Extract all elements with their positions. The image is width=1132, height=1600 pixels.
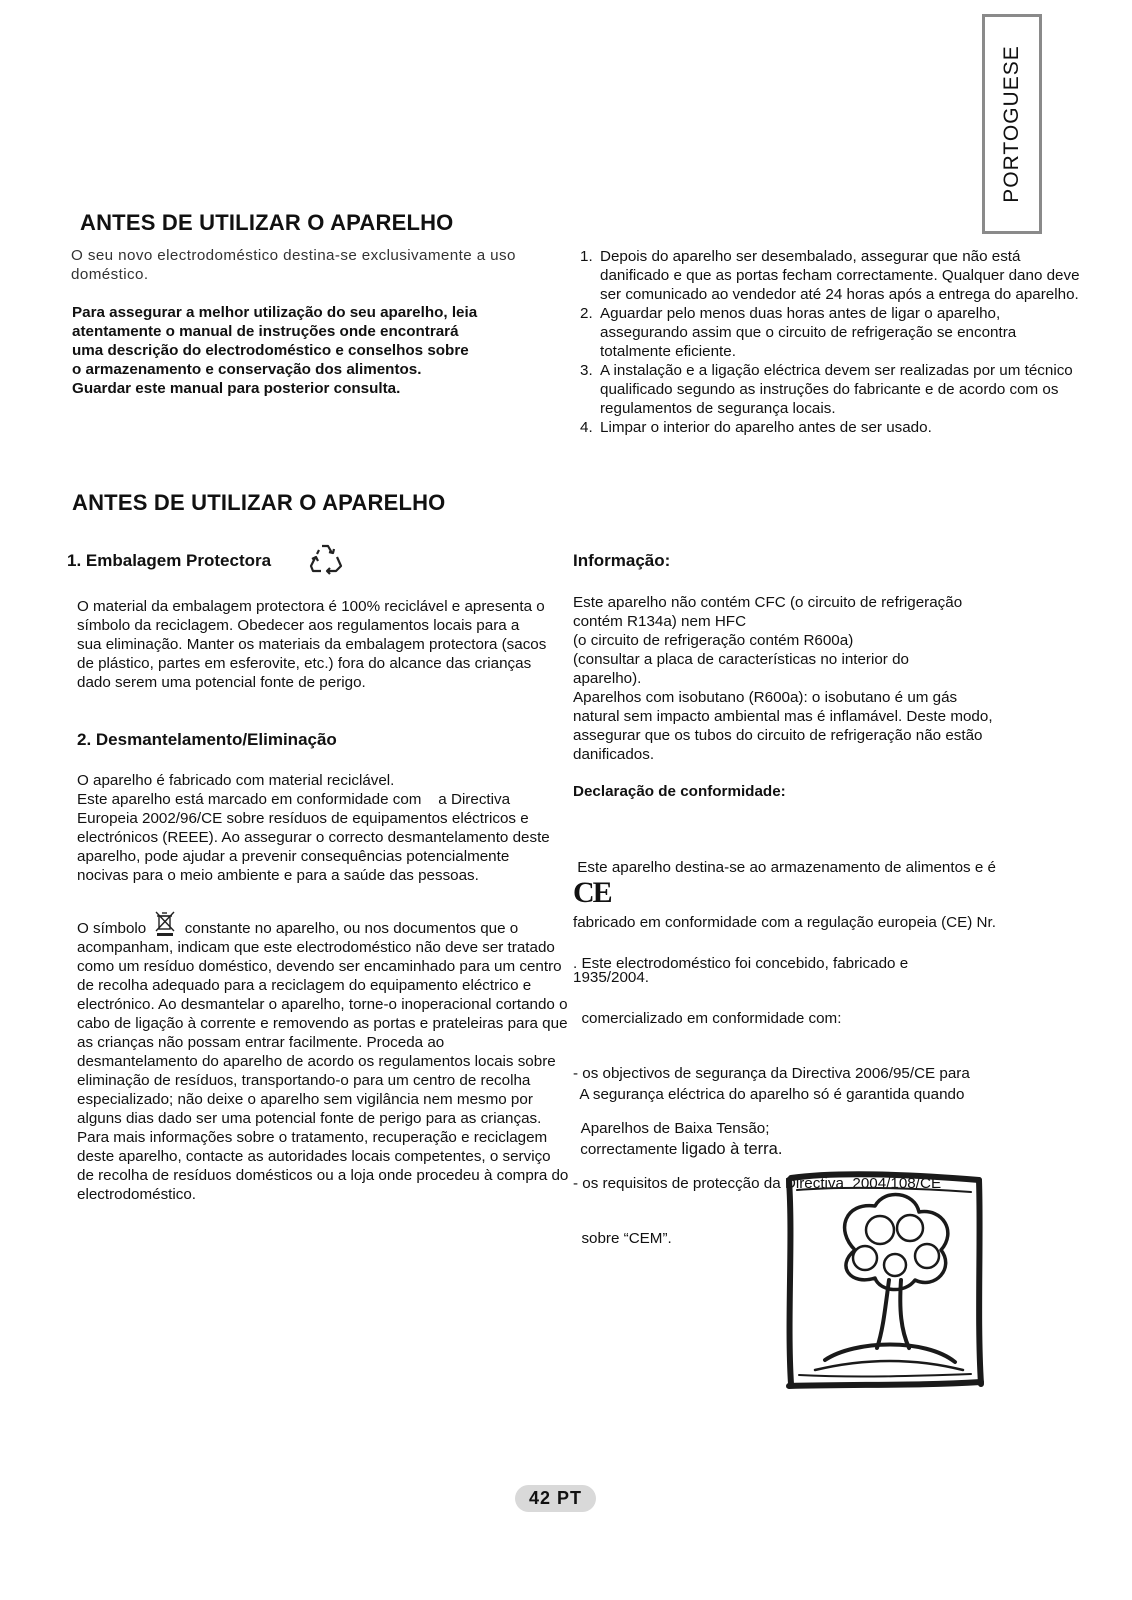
section1-intro: O seu novo electrodoméstico destina-se exclusivamente a uso doméstico.: [71, 247, 516, 283]
desmantelamento-text3: [77, 919, 569, 1204]
list-item: 1. Depois do aparelho ser desembalado, assegurar que não está danificado e que as portas fecham correctamente. Qualquer dano deve ser comunicado ao vendedor até 24 horas após a entrega do aparelho.: [580, 248, 1080, 303]
bold-line: o armazenamento e conservação dos alimentos.: [72, 361, 422, 378]
section1-title: ANTES DE UTILIZAR O APARELHO: [80, 210, 454, 235]
language-tab: [982, 14, 1042, 234]
bold-line: Para assegurar a melhor utilização do seu aparelho, leia: [72, 304, 478, 321]
text3-post: constante no aparelho, ou nos documentos que o acompanham, indicam que este electrodoméstico não deve ser tratado como um resíduo doméstico, devendo ser encaminhado para um centro de recolha adequado para a reciclagem do equipamento eléctrico e electrónico. Ao desmantelar o aparelho, torne-o inoperacional cortando o cabo de ligação à corrente e removendo as portas e prateleiras para que as crianças não possam entrar facilmente. Proceda ao desmantelamento do aparelho de acordo os regulamentos locais sobre eliminação de resíduos, transportando-o para um centro de recolha especializado; não deixe o aparelho sem vigilância nem mesmo por alguns dias dado ser uma potencial fonte de perigo para as crianças. Para mais informações sobre o tratamento, recuperação e reciclagem deste aparelho, contacte as autoridades locais competentes, o serviço de recolha de resíduos domésticos ou a loja onde procedeu à compra do electrodoméstico.: [77, 920, 569, 1203]
list-item: sobre “CEM”.: [573, 1230, 672, 1247]
section2-title: ANTES DE UTILIZAR O APARELHO: [72, 490, 446, 515]
bold-line: uma descrição do electrodoméstico e conselhos sobre: [72, 342, 469, 359]
informacao-heading: Informação:: [573, 551, 671, 570]
info-line: natural sem impacto ambiental mas é inflamável. Deste modo,: [573, 708, 993, 725]
info-line: aparelho).: [573, 670, 642, 687]
desmantelamento-heading: 2. Desmantelamento/Eliminação: [77, 730, 337, 749]
weee-bin-icon: [154, 910, 176, 936]
informacao-block: [573, 593, 1053, 764]
language-tab-label: PORTOGUESE: [1000, 45, 1023, 203]
text3-pre: O símbolo: [77, 920, 147, 937]
list-item: comercializado em conformidade com:: [573, 1010, 842, 1027]
setup-steps-list: [580, 247, 1090, 437]
ce-mark-icon: CE: [573, 876, 611, 909]
page-number-badge: 42 PT: [515, 1485, 596, 1512]
info-line: (o circuito de refrigeração contém R600a): [573, 632, 854, 649]
embalagem-text: O material da embalagem protectora é 100% reciclável e apresenta o símbolo da reciclagem. Obedecer aos regulamentos locais para a sua eliminação. Manter os materiais da embalagem protectora (sacos de plástico, partes em esferovite, etc.) fora do alcance das crianças dado serem uma potencial fonte de perigo.: [77, 598, 547, 691]
declaracao-heading: Declaração de conformidade:: [573, 783, 786, 800]
safety-line-2b: ligado à terra.: [681, 1140, 783, 1158]
list-item: Aparelhos de Baixa Tensão;: [573, 1120, 770, 1137]
decl-line: fabricado em conformidade com a regulação europeia (CE) Nr.: [573, 914, 996, 931]
bold-line: Guardar este manual para posterior consulta.: [72, 380, 401, 397]
list-item: 4. Limpar o interior do aparelho antes de ser usado.: [580, 419, 932, 436]
list-item: . Este electrodoméstico foi concebido, fabricado e: [573, 955, 909, 972]
section1-bold-block: [72, 303, 572, 398]
info-line: danificados.: [573, 746, 655, 763]
info-line: assegurar que os tubos do circuito de refrigeração não estão: [573, 727, 983, 744]
recycle-icon: [308, 540, 344, 576]
bold-line: atentamente o manual de instruções onde encontrará: [72, 323, 459, 340]
info-line: Este aparelho não contém CFC (o circuito de refrigeração: [573, 594, 963, 611]
decl-line: Este aparelho destina-se ao armazenamento de alimentos e é: [573, 859, 996, 876]
safety-note: [576, 1049, 1066, 1177]
desmantelamento-text2: Este aparelho está marcado em conformidade com a Directiva Europeia 2002/96/CE sobre resíduos de equipamentos eléctricos e electrónicos (REEE). Ao assegurar o correcto desmantelamento deste aparelho, pode ajudar a prevenir consequências potencialmente nocivas para o meio ambiente e para a saúde das pessoas.: [77, 791, 554, 884]
embalagem-heading: 1. Embalagem Protectora: [67, 551, 272, 570]
info-line: Aparelhos com isobutano (R600a): o isobutano é um gás: [573, 689, 958, 706]
decl-line: 1935/2004.: [573, 969, 650, 986]
info-line: (consultar a placa de características no interior do: [573, 651, 909, 668]
list-item: - os requisitos de protecção da Directiva 2004/108/CE: [573, 1175, 942, 1192]
tree-eco-icon: [785, 1170, 985, 1390]
desmantelamento-text1: O aparelho é fabricado com material reciclável.: [77, 772, 395, 789]
safety-line-2a: correctamente: [576, 1141, 682, 1158]
list-item: 3. A instalação e a ligação eléctrica devem ser realizadas por um técnico qualificado segundo as instruções do fabricante e de acordo com os regulamentos de segurança locais.: [580, 362, 1073, 417]
list-item: - os objectivos de segurança da Directiva 2006/95/CE para: [573, 1065, 970, 1082]
info-line: contém R134a) nem HFC: [573, 613, 747, 630]
safety-line-1: A segurança eléctrica do aparelho só é garantida quando: [576, 1086, 965, 1103]
list-item: 2. Aguardar pelo menos duas horas antes de ligar o aparelho, assegurando assim que o circuito de refrigeração se encontra totalmente eficiente.: [580, 305, 1017, 360]
safety-line-2: [576, 1140, 1066, 1159]
